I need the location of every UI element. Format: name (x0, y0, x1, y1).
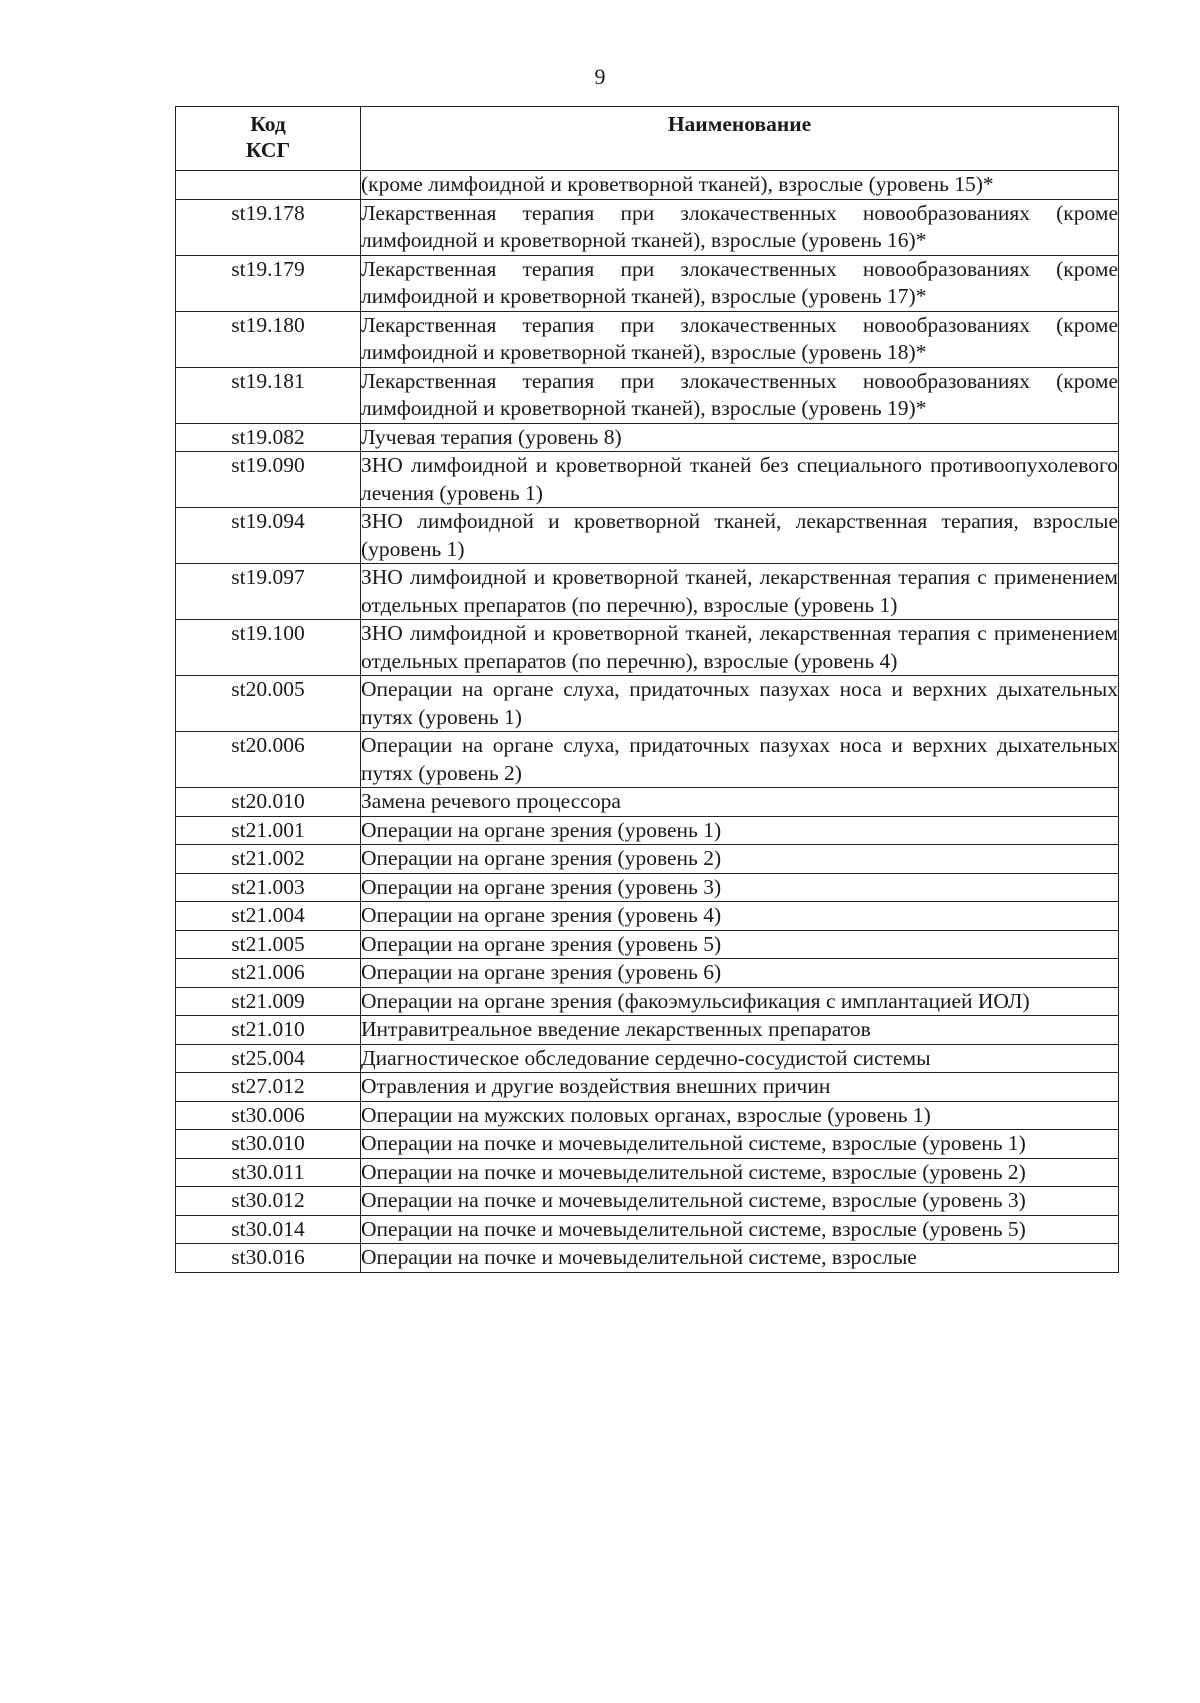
table-row (176, 902, 1119, 931)
table-body (176, 171, 1119, 1273)
ksg-code-cell: st30.014 (176, 1215, 361, 1244)
ksg-code-cell: st19.100 (176, 620, 361, 676)
table-row (176, 1073, 1119, 1102)
ksg-code-cell: st21.003 (176, 873, 361, 902)
ksg-code-cell: st20.005 (176, 676, 361, 732)
table-row (176, 873, 1119, 902)
table-row (176, 1187, 1119, 1216)
ksg-name-cell: Операции на почке и мочевыделительной системе, взрослые (361, 1244, 1119, 1273)
table-row (176, 1016, 1119, 1045)
ksg-name-cell: Операции на органе зрения (уровень 4) (361, 902, 1119, 931)
ksg-code-cell: st30.006 (176, 1101, 361, 1130)
ksg-name-cell: Операции на органе зрения (уровень 3) (361, 873, 1119, 902)
ksg-code-cell: st25.004 (176, 1044, 361, 1073)
ksg-code-cell: st19.180 (176, 311, 361, 367)
table-row (176, 816, 1119, 845)
ksg-code-cell: st21.010 (176, 1016, 361, 1045)
ksg-code-cell: st21.001 (176, 816, 361, 845)
ksg-code-cell: st19.082 (176, 423, 361, 452)
table-row (176, 171, 1119, 200)
table-row (176, 1158, 1119, 1187)
table-row (176, 311, 1119, 367)
table-row (176, 199, 1119, 255)
ksg-code-cell: st21.005 (176, 930, 361, 959)
table-row (176, 255, 1119, 311)
table-row (176, 452, 1119, 508)
ksg-name-cell: Лекарственная терапия при злокачественных новообразованиях (кроме лимфоидной и кроветворной тканей), взрослые (уровень 16)* (361, 199, 1119, 255)
ksg-name-cell: Лучевая терапия (уровень 8) (361, 423, 1119, 452)
ksg-name-cell: Лекарственная терапия при злокачественных новообразованиях (кроме лимфоидной и кроветворной тканей), взрослые (уровень 19)* (361, 367, 1119, 423)
ksg-code-cell: st30.011 (176, 1158, 361, 1187)
table-row (176, 676, 1119, 732)
ksg-code-cell: st19.181 (176, 367, 361, 423)
table-row (176, 1244, 1119, 1273)
table-row (176, 1130, 1119, 1159)
table-row (176, 1215, 1119, 1244)
ksg-name-cell: Операции на органе слуха, придаточных пазухах носа и верхних дыхательных путях (уровень 1) (361, 676, 1119, 732)
ksg-name-cell: Операции на мужских половых органах, взрослые (уровень 1) (361, 1101, 1119, 1130)
ksg-name-cell: Замена речевого процессора (361, 788, 1119, 817)
table-row (176, 1101, 1119, 1130)
ksg-name-cell: Интравитреальное введение лекарственных препаратов (361, 1016, 1119, 1045)
table-row (176, 423, 1119, 452)
ksg-name-cell: Операции на органе зрения (уровень 1) (361, 816, 1119, 845)
column-header-code: Код КСГ (176, 107, 361, 171)
table-header (176, 107, 1119, 171)
ksg-code-cell: st21.009 (176, 987, 361, 1016)
column-header-name: Наименование (361, 107, 1119, 171)
ksg-code-cell: st30.010 (176, 1130, 361, 1159)
ksg-name-cell: Лекарственная терапия при злокачественных новообразованиях (кроме лимфоидной и кроветворной тканей), взрослые (уровень 17)* (361, 255, 1119, 311)
ksg-code-cell: st19.097 (176, 564, 361, 620)
ksg-name-cell: Диагностическое обследование сердечно-сосудистой системы (361, 1044, 1119, 1073)
table-row (176, 508, 1119, 564)
table-row (176, 620, 1119, 676)
ksg-name-cell: Операции на почке и мочевыделительной системе, взрослые (уровень 3) (361, 1187, 1119, 1216)
ksg-code-cell: st21.006 (176, 959, 361, 988)
ksg-name-cell: Операции на органе слуха, придаточных пазухах носа и верхних дыхательных путях (уровень 2) (361, 732, 1119, 788)
table-row (176, 930, 1119, 959)
ksg-name-cell: ЗНО лимфоидной и кроветворной тканей, лекарственная терапия, взрослые (уровень 1) (361, 508, 1119, 564)
ksg-code-cell: st21.004 (176, 902, 361, 931)
ksg-name-cell: Операции на органе зрения (уровень 2) (361, 845, 1119, 874)
ksg-code-cell: st27.012 (176, 1073, 361, 1102)
ksg-name-cell: Операции на органе зрения (уровень 6) (361, 959, 1119, 988)
ksg-name-cell: ЗНО лимфоидной и кроветворной тканей без специального противоопухолевого лечения (уровень 1) (361, 452, 1119, 508)
ksg-name-cell: Операции на органе зрения (уровень 5) (361, 930, 1119, 959)
table-row (176, 564, 1119, 620)
ksg-code-cell: st19.090 (176, 452, 361, 508)
ksg-name-cell: Операции на органе зрения (факоэмульсификация с имплантацией ИОЛ) (361, 987, 1119, 1016)
table-row (176, 788, 1119, 817)
table-row (176, 732, 1119, 788)
table-row (176, 959, 1119, 988)
ksg-name-cell: ЗНО лимфоидной и кроветворной тканей, лекарственная терапия с применением отдельных препаратов (по перечню), взрослые (уровень 1) (361, 564, 1119, 620)
table-row (176, 1044, 1119, 1073)
table-row (176, 367, 1119, 423)
table-row (176, 845, 1119, 874)
ksg-code-cell (176, 171, 361, 200)
table-row (176, 987, 1119, 1016)
page-number: 9 (594, 64, 606, 89)
ksg-name-cell: (кроме лимфоидной и кроветворной тканей), взрослые (уровень 15)* (361, 171, 1119, 200)
ksg-code-cell: st19.094 (176, 508, 361, 564)
ksg-name-cell: ЗНО лимфоидной и кроветворной тканей, лекарственная терапия с применением отдельных препаратов (по перечню), взрослые (уровень 4) (361, 620, 1119, 676)
ksg-name-cell: Операции на почке и мочевыделительной системе, взрослые (уровень 5) (361, 1215, 1119, 1244)
ksg-code-cell: st30.012 (176, 1187, 361, 1216)
ksg-code-cell: st19.178 (176, 199, 361, 255)
ksg-code-cell: st21.002 (176, 845, 361, 874)
ksg-table (175, 106, 1119, 1273)
ksg-name-cell: Операции на почке и мочевыделительной системе, взрослые (уровень 1) (361, 1130, 1119, 1159)
ksg-name-cell: Операции на почке и мочевыделительной системе, взрослые (уровень 2) (361, 1158, 1119, 1187)
ksg-name-cell: Отравления и другие воздействия внешних причин (361, 1073, 1119, 1102)
table-header-row (176, 107, 1119, 171)
ksg-code-cell: st30.016 (176, 1244, 361, 1273)
ksg-code-cell: st20.006 (176, 732, 361, 788)
ksg-name-cell: Лекарственная терапия при злокачественных новообразованиях (кроме лимфоидной и кроветворной тканей), взрослые (уровень 18)* (361, 311, 1119, 367)
ksg-code-cell: st19.179 (176, 255, 361, 311)
ksg-code-cell: st20.010 (176, 788, 361, 817)
